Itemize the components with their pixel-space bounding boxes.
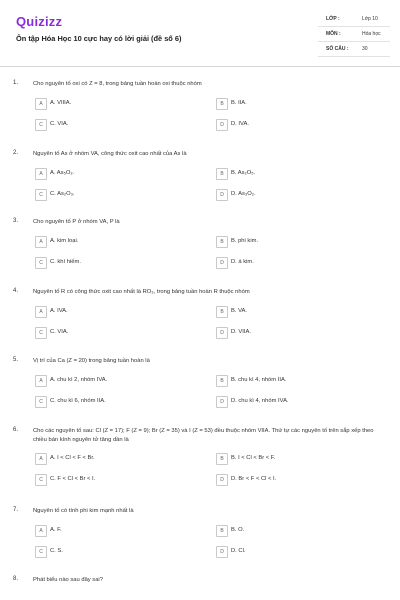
answer-option-d[interactable] xyxy=(216,474,386,486)
option-letter-box[interactable]: A xyxy=(35,375,47,387)
meta-value: Hóa học xyxy=(362,31,381,37)
option-letter-box[interactable]: A xyxy=(35,525,47,537)
question-text: Nguyên tố R có công thức oxit cao nhất là RO₃, trong bảng tuần hoàn R thuộc nhóm xyxy=(33,289,250,295)
header-divider xyxy=(0,66,400,67)
option-text: B. IIA. xyxy=(231,100,247,106)
option-letter-box[interactable]: C xyxy=(35,257,47,269)
option-text: B. phi kim. xyxy=(231,238,259,244)
answer-option-c[interactable] xyxy=(35,546,205,558)
answer-option-c[interactable] xyxy=(35,474,205,486)
option-letter-box[interactable]: B xyxy=(216,236,228,248)
option-text: B. O. xyxy=(231,527,245,533)
option-letter-box[interactable]: C xyxy=(35,189,47,201)
answer-option-b[interactable] xyxy=(216,168,386,180)
option-text: B. I < Cl < Br < F. xyxy=(231,455,276,461)
question-text: Nguyên tố có tính phi kim mạnh nhất là xyxy=(33,508,134,514)
quizizz-logo: Quizizz xyxy=(16,14,63,29)
answer-option-b[interactable] xyxy=(216,306,386,318)
option-letter-box[interactable]: D xyxy=(216,119,228,131)
answer-option-b[interactable] xyxy=(216,375,386,387)
question-text: Vị trí của Ca (Z = 20) trong bảng tuần hoàn là xyxy=(33,358,150,364)
option-text: C. F < Cl < Br < I. xyxy=(50,476,96,482)
option-text: A. As₅O₂. xyxy=(50,170,75,176)
question-number: 3. xyxy=(13,218,19,224)
option-text: A. chu kì 2, nhóm IVA. xyxy=(50,377,108,383)
option-letter-box[interactable]: A xyxy=(35,98,47,110)
option-text: D. IVA. xyxy=(231,121,249,127)
option-text: B. chu kì 4, nhóm IIA. xyxy=(231,377,287,383)
question-text: Phát biểu nào sau đây sai? xyxy=(33,577,103,583)
answer-option-a[interactable] xyxy=(35,375,205,387)
meta-row-subject xyxy=(318,27,390,42)
option-text: D. Cl. xyxy=(231,548,246,554)
answer-option-a[interactable] xyxy=(35,525,205,537)
answer-option-c[interactable] xyxy=(35,119,205,131)
option-letter-box[interactable]: D xyxy=(216,396,228,408)
option-letter-box[interactable]: B xyxy=(216,453,228,465)
option-text: D. As₃O₂. xyxy=(231,191,256,197)
option-letter-box[interactable]: B xyxy=(216,525,228,537)
option-text: C. khí hiếm. xyxy=(50,259,81,265)
option-letter-box[interactable]: D xyxy=(216,327,228,339)
answer-option-b[interactable] xyxy=(216,98,386,110)
option-letter-box[interactable]: B xyxy=(216,168,228,180)
answer-option-b[interactable] xyxy=(216,453,386,465)
answer-option-c[interactable] xyxy=(35,257,205,269)
answer-option-a[interactable] xyxy=(35,98,205,110)
question-number: 5. xyxy=(13,357,19,363)
meta-table xyxy=(318,12,390,57)
answer-option-b[interactable] xyxy=(216,525,386,537)
option-letter-box[interactable]: A xyxy=(35,168,47,180)
option-letter-box[interactable]: A xyxy=(35,453,47,465)
option-letter-box[interactable]: D xyxy=(216,189,228,201)
question-text: Nguyên tố As ở nhóm VA, công thức oxit cao nhất của As là xyxy=(33,151,187,157)
question-number: 6. xyxy=(13,427,19,433)
option-text: C. As₂O₃. xyxy=(50,191,75,197)
answer-option-a[interactable] xyxy=(35,306,205,318)
option-text: C. chu kì 6, nhóm IIA. xyxy=(50,398,106,404)
meta-value: Lớp 10 xyxy=(362,16,378,22)
option-text: B. As₂O₅. xyxy=(231,170,256,176)
option-text: A. F. xyxy=(50,527,62,533)
answer-option-d[interactable] xyxy=(216,189,386,201)
option-text: C. VIA. xyxy=(50,329,69,335)
question-number: 4. xyxy=(13,288,19,294)
option-text: D. VIIA. xyxy=(231,329,251,335)
meta-key: MÔN : xyxy=(326,31,341,37)
option-text: A. IVA. xyxy=(50,308,68,314)
question-text: Cho nguyên tố P ở nhóm VA, P là xyxy=(33,219,120,225)
option-text: A. I < Cl < F < Br. xyxy=(50,455,95,461)
option-letter-box[interactable]: A xyxy=(35,306,47,318)
option-text: B. VA. xyxy=(231,308,248,314)
question-number: 1. xyxy=(13,80,19,86)
option-letter-box[interactable]: D xyxy=(216,546,228,558)
answer-option-d[interactable] xyxy=(216,327,386,339)
meta-value: 30 xyxy=(362,46,368,52)
question-number: 8. xyxy=(13,576,19,582)
meta-row-count xyxy=(318,42,390,57)
option-letter-box[interactable]: C xyxy=(35,474,47,486)
question-text: Cho các nguyên tố sau: Cl (Z = 17); F (Z = 9); Br (Z = 35) và I (Z = 53) đều thuộc nhóm VIIA. Thứ tự các nguyên tố trên sắp xếp theo chiều bán kính nguyên tử tăng dần là xyxy=(33,428,374,443)
option-text: D. Br < F < Cl < I. xyxy=(231,476,277,482)
answer-option-d[interactable] xyxy=(216,119,386,131)
option-letter-box[interactable]: C xyxy=(35,327,47,339)
option-letter-box[interactable]: A xyxy=(35,236,47,248)
option-letter-box[interactable]: C xyxy=(35,546,47,558)
option-text: D. chu kì 4, nhóm IVA. xyxy=(231,398,289,404)
option-letter-box[interactable]: B xyxy=(216,375,228,387)
worksheet-header xyxy=(0,0,400,68)
answer-option-a[interactable] xyxy=(35,236,205,248)
answer-option-c[interactable] xyxy=(35,327,205,339)
question-number: 2. xyxy=(13,150,19,156)
option-letter-box[interactable]: D xyxy=(216,257,228,269)
answer-option-d[interactable] xyxy=(216,396,386,408)
answer-option-a[interactable] xyxy=(35,453,205,465)
answer-option-a[interactable] xyxy=(35,168,205,180)
answer-option-d[interactable] xyxy=(216,546,386,558)
answer-option-c[interactable] xyxy=(35,189,205,201)
worksheet-title: Ôn tập Hóa Học 10 cực hay có lời giải (đề số 6) xyxy=(16,34,182,43)
option-text: A. VIIIA. xyxy=(50,100,72,106)
meta-key: LỚP : xyxy=(326,16,340,22)
option-letter-box[interactable]: C xyxy=(35,119,47,131)
option-text: A. kim loại. xyxy=(50,238,79,244)
meta-key: SỐ CÂU : xyxy=(326,46,349,52)
question-number: 7. xyxy=(13,507,19,513)
answer-option-b[interactable] xyxy=(216,236,386,248)
answer-option-d[interactable] xyxy=(216,257,386,269)
answer-option-c[interactable] xyxy=(35,396,205,408)
option-letter-box[interactable]: C xyxy=(35,396,47,408)
option-text: C. S. xyxy=(50,548,63,554)
option-letter-box[interactable]: B xyxy=(216,98,228,110)
meta-row-grade xyxy=(318,12,390,27)
option-text: D. á kim. xyxy=(231,259,254,265)
option-letter-box[interactable]: D xyxy=(216,474,228,486)
question-text: Cho nguyên tố oxi có Z = 8, trong bảng tuần hoàn oxi thuộc nhóm xyxy=(33,81,202,87)
option-text: C. VIA. xyxy=(50,121,69,127)
option-letter-box[interactable]: B xyxy=(216,306,228,318)
